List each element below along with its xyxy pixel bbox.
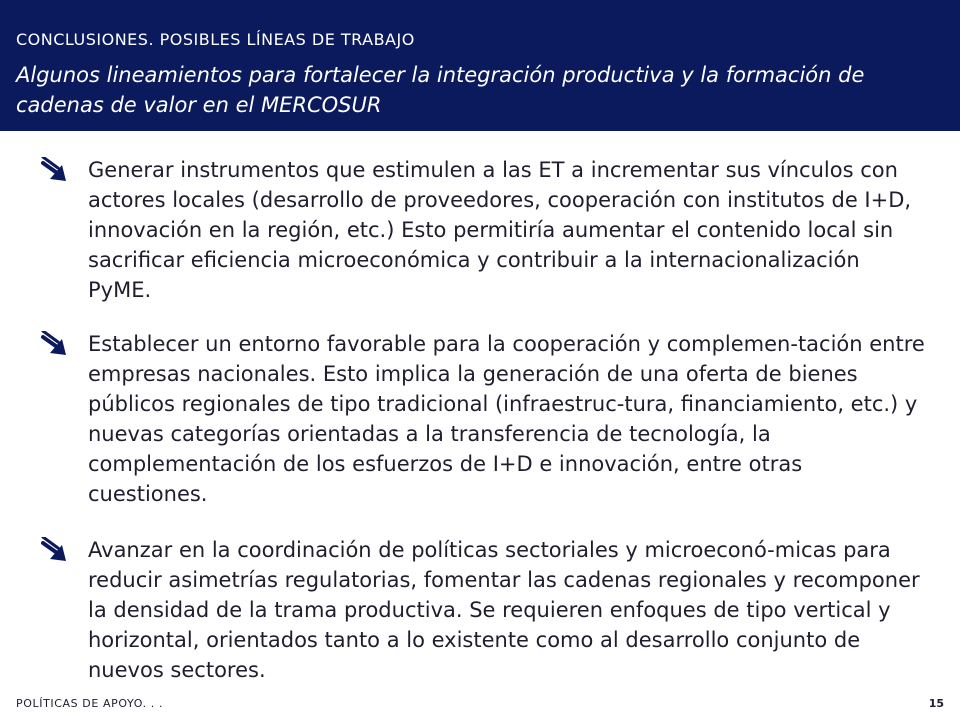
page-number: 15 — [928, 697, 944, 710]
bullet-text: Establecer un entorno favorable para la cooperación y complemen-tación entre empresas nacionales. Esto implica la generación de una oferta de bienes públicos regionales de tipo tradicional (infraestruc-tura, financiamiento, etc.) y nuevas categorías orientadas a la transferencia de tecnología, la complementación de los esfuerzos de I+D e innovación, entre otras cuestiones. — [88, 332, 925, 506]
slide-header — [0, 0, 960, 131]
slide-subtitle: Algunos lineamientos para fortalecer la integración productiva y la formación de cadenas de valor en el MERCOSUR — [16, 63, 865, 117]
arrow-down-right-icon — [40, 331, 74, 357]
arrow-down-right-icon — [40, 157, 74, 183]
bullet-text: Generar instrumentos que estimulen a las ET a incrementar sus vínculos con actores locales (desarrollo de proveedores, cooperación con institutos de I+D, innovación en la región, etc.) Esto permitiría aumentar el contenido local sin sacrificar eficiencia microeconómica y contribuir a la internacionalización PyME. — [88, 158, 912, 302]
footer-section-label: POLÍTICAS DE APOYO. . . — [16, 697, 164, 710]
section-title: CONCLUSIONES. POSIBLES LÍNEAS DE TRABAJO — [16, 30, 415, 49]
arrow-down-right-icon — [40, 537, 74, 563]
bullet-text: Avanzar en la coordinación de políticas sectoriales y microeconó-micas para reducir asimetrías regulatorias, fomentar las cadenas regionales y recomponer la densidad de la trama productiva. Se requieren enfoques de tipo vertical y horizontal, orientados tanto a lo existente como al desarrollo conjunto de nuevos sectores. — [88, 538, 920, 682]
